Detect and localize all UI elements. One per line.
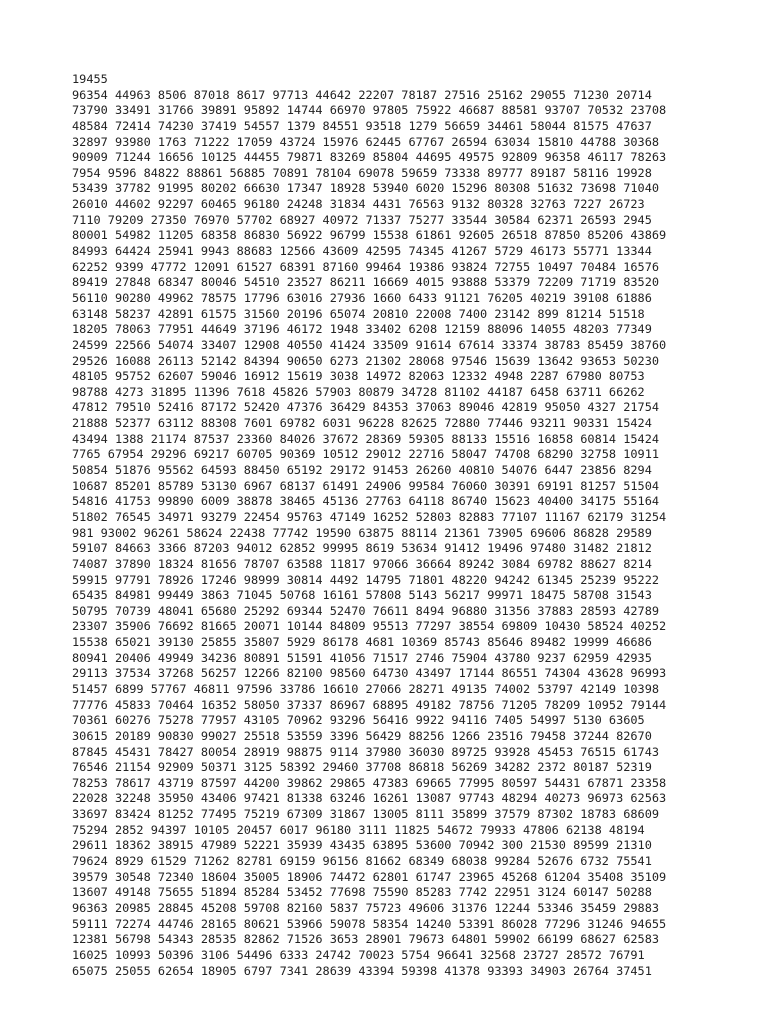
number-row: 29526 16088 26113 52142 84394 90650 6273 21302 28068 97546 15639 13642 93653 50230 bbox=[72, 353, 660, 368]
number-row: 54816 41753 99890 6009 38878 38465 45136 27763 64118 86740 15623 40400 34175 55164 bbox=[72, 494, 660, 509]
number-row: 89419 27848 68347 80046 54510 23527 86211 16669 4015 93888 53379 72209 71719 83520 bbox=[72, 275, 660, 290]
number-row: 59111 72274 44746 28165 80621 53966 59078 58354 14240 53391 86028 77296 31246 94655 bbox=[72, 916, 667, 931]
number-row: 18205 78063 77951 44649 37196 46172 1948 33402 6208 12159 88096 14055 48203 77349 bbox=[72, 322, 652, 337]
number-row: 73790 33491 31766 39891 95892 14744 66970 97805 75922 46687 88581 93707 70532 23708 bbox=[72, 103, 667, 118]
number-row: 65435 84981 99449 3863 71045 50768 16161 57808 5143 56217 99971 18475 58708 31543 bbox=[72, 588, 652, 603]
number-row: 59107 84663 3366 87203 94012 62852 99995 8619 53634 91412 19496 97480 31482 21812 bbox=[72, 541, 652, 556]
number-row: 70361 60276 75278 77957 43105 70962 93296 56416 9922 94116 7405 54997 5130 63605 bbox=[72, 713, 645, 728]
number-row: 33697 83424 81252 77495 75219 67309 31867 13005 8111 35899 37579 87302 18783 68609 bbox=[72, 807, 660, 822]
number-row: 96363 20985 28845 45208 59708 82160 5837 75723 49606 31376 12244 53346 35459 29883 bbox=[72, 900, 660, 915]
number-row: 24599 22566 54074 33407 12908 40550 41424 33509 91614 67614 33374 38783 85459 38760 bbox=[72, 337, 667, 352]
number-row: 51457 6899 57767 46811 97596 33786 16610 27066 28271 49135 74002 53797 42149 10398 bbox=[72, 681, 660, 696]
number-row: 22028 32248 35950 43406 97421 81338 63246 16261 13087 97743 48294 40273 96973 62563 bbox=[72, 791, 667, 806]
number-row: 48105 95752 62607 59046 16912 15619 3038 14972 82063 12332 4948 2287 67980 80753 bbox=[72, 369, 645, 384]
number-row: 77776 45833 70464 16352 58050 37337 86967 68895 49182 78756 71205 78209 10952 79144 bbox=[72, 697, 667, 712]
number-row: 15538 65021 39130 25855 35807 5929 86178 4681 10369 85743 85646 89482 19999 46686 bbox=[72, 635, 652, 650]
number-row: 23307 35906 76692 81665 20071 10144 84809 95513 77297 38554 69809 10430 58524 40252 bbox=[72, 619, 667, 634]
number-row: 50854 51876 95562 64593 88450 65192 29172 91453 26260 40810 54076 6447 23856 8294 bbox=[72, 463, 652, 478]
number-row: 96354 44963 8506 87018 8617 97713 44642 22207 78187 27516 25162 29055 71230 20714 bbox=[72, 87, 652, 102]
number-row: 53439 37782 91995 80202 66630 17347 18928 53940 6020 15296 80308 51632 73698 71040 bbox=[72, 181, 660, 196]
number-row: 30615 20189 90830 99027 25518 53559 3396 56429 88256 1266 23516 79458 37244 82670 bbox=[72, 728, 652, 743]
number-row: 981 93002 96261 58624 22438 77742 19590 63875 88114 21361 73905 69606 86828 29589 bbox=[72, 525, 652, 540]
number-row: 75294 2852 94397 10105 20457 6017 96180 3111 11825 54672 79933 47806 62138 48194 bbox=[72, 822, 645, 837]
number-row: 59915 97791 78926 17246 98999 30814 4492 14795 71801 48220 94242 61345 25239 95222 bbox=[72, 572, 660, 587]
number-row: 84993 64424 25941 9943 88683 12566 43609 42595 74345 41267 5729 46173 55771 13344 bbox=[72, 244, 652, 259]
number-row: 80001 54982 11205 68358 86830 56922 96799 15538 61861 92605 26518 87850 85206 43869 bbox=[72, 228, 667, 243]
number-row: 50795 70739 48041 65680 25292 69344 52470 76611 8494 96880 31356 37883 28593 42789 bbox=[72, 603, 660, 618]
number-row: 74087 37890 18324 81656 78707 63588 11817 97066 36664 89242 3084 69782 88627 8214 bbox=[72, 556, 652, 571]
number-row: 43494 1388 21174 87537 23360 84026 37672 28369 59305 88133 15516 16858 60814 15424 bbox=[72, 431, 660, 446]
number-row: 7110 79209 27350 76970 57702 68927 40972 71337 75277 33544 30584 62371 26593 2945 bbox=[72, 212, 652, 227]
number-table-page bbox=[72, 72, 732, 979]
number-row: 76546 21154 92909 50371 3125 58392 29460 37708 86818 56269 34282 2372 80187 52319 bbox=[72, 760, 652, 775]
number-row: 32897 93980 1763 71222 17059 43724 15976 62445 67767 26594 63034 15810 44788 30368 bbox=[72, 134, 660, 149]
number-row: 19455 bbox=[72, 72, 108, 86]
number-row: 62252 9399 47772 12091 61527 68391 87160 99464 19386 93824 72755 10497 70484 16576 bbox=[72, 259, 660, 274]
number-row: 47812 79510 52416 87172 52420 47376 36429 84353 37063 89046 42819 95050 4327 21754 bbox=[72, 400, 660, 415]
number-row: 29611 18362 38915 47989 52221 35939 43435 63895 53600 70942 300 21530 89599 21310 bbox=[72, 838, 652, 853]
number-row: 80941 20406 49949 34236 80891 51591 41056 71517 2746 75904 43780 9237 62959 42935 bbox=[72, 650, 652, 665]
number-row: 48584 72414 74230 37419 54557 1379 84551 93518 1279 56659 34461 58044 81575 47637 bbox=[72, 118, 652, 133]
number-row: 12381 56798 54343 28535 82862 71526 3653 28901 79673 64801 59902 66199 68627 62583 bbox=[72, 932, 660, 947]
number-row: 87845 45431 78427 80054 28919 98875 9114 37980 36030 89725 93928 45453 76515 61743 bbox=[72, 744, 660, 759]
number-row: 21888 52377 63112 88308 7601 69782 6031 96228 82625 72880 77446 93211 90331 15424 bbox=[72, 416, 652, 431]
number-row: 13607 49148 75655 51894 85284 53452 77698 75590 85283 7742 22951 3124 60147 50288 bbox=[72, 885, 652, 900]
number-row: 56110 90280 49962 78575 17796 63016 27936 1660 6433 91121 76205 40219 39108 61886 bbox=[72, 290, 652, 305]
number-row: 90909 71244 16656 10125 44455 79871 83269 85804 44695 49575 92809 96358 46117 78263 bbox=[72, 150, 667, 165]
number-row: 16025 10993 50396 3106 54496 6333 24742 70023 5754 96641 32568 23727 28572 76791 bbox=[72, 947, 645, 962]
number-row: 10687 85201 85789 53130 6967 68137 61491 24906 99584 76060 30391 69191 81257 51504 bbox=[72, 478, 660, 493]
number-row: 79624 8929 61529 71262 82781 69159 96156 81662 68349 68038 99284 52676 6732 75541 bbox=[72, 854, 652, 869]
number-row: 65075 25055 62654 18905 6797 7341 28639 43394 59398 41378 93393 34903 26764 37451 bbox=[72, 963, 652, 978]
number-row: 51802 76545 34971 93279 22454 95763 47149 16252 52803 82883 77107 11167 62179 31254 bbox=[72, 509, 667, 524]
number-row: 26010 44602 92297 60465 96180 24248 31834 4431 76563 9132 80328 32763 7227 26723 bbox=[72, 197, 645, 212]
number-row: 7765 67954 29296 69217 60705 90369 10512 29012 22716 58047 74708 68290 32758 10911 bbox=[72, 447, 660, 462]
number-row: 98788 4273 31895 11396 7618 45826 57903 80879 34728 81102 44187 6458 63711 66262 bbox=[72, 384, 645, 399]
number-row: 78253 78617 43719 87597 44200 39862 29865 47383 69665 77995 80597 54431 67871 23358 bbox=[72, 775, 667, 790]
number-row: 39579 30548 72340 18604 35005 18906 74472 62801 61747 23965 45268 61204 35408 35109 bbox=[72, 869, 667, 884]
number-row: 7954 9596 84822 88861 56885 70891 78104 69078 59659 73338 89777 89187 58116 19928 bbox=[72, 165, 652, 180]
number-row: 63148 58237 42891 61575 31560 20196 65074 20810 22008 7400 23142 899 81214 51518 bbox=[72, 306, 645, 321]
number-row: 29113 37534 37268 56257 12266 82100 98560 64730 43497 17144 86551 74304 43628 96993 bbox=[72, 666, 667, 681]
